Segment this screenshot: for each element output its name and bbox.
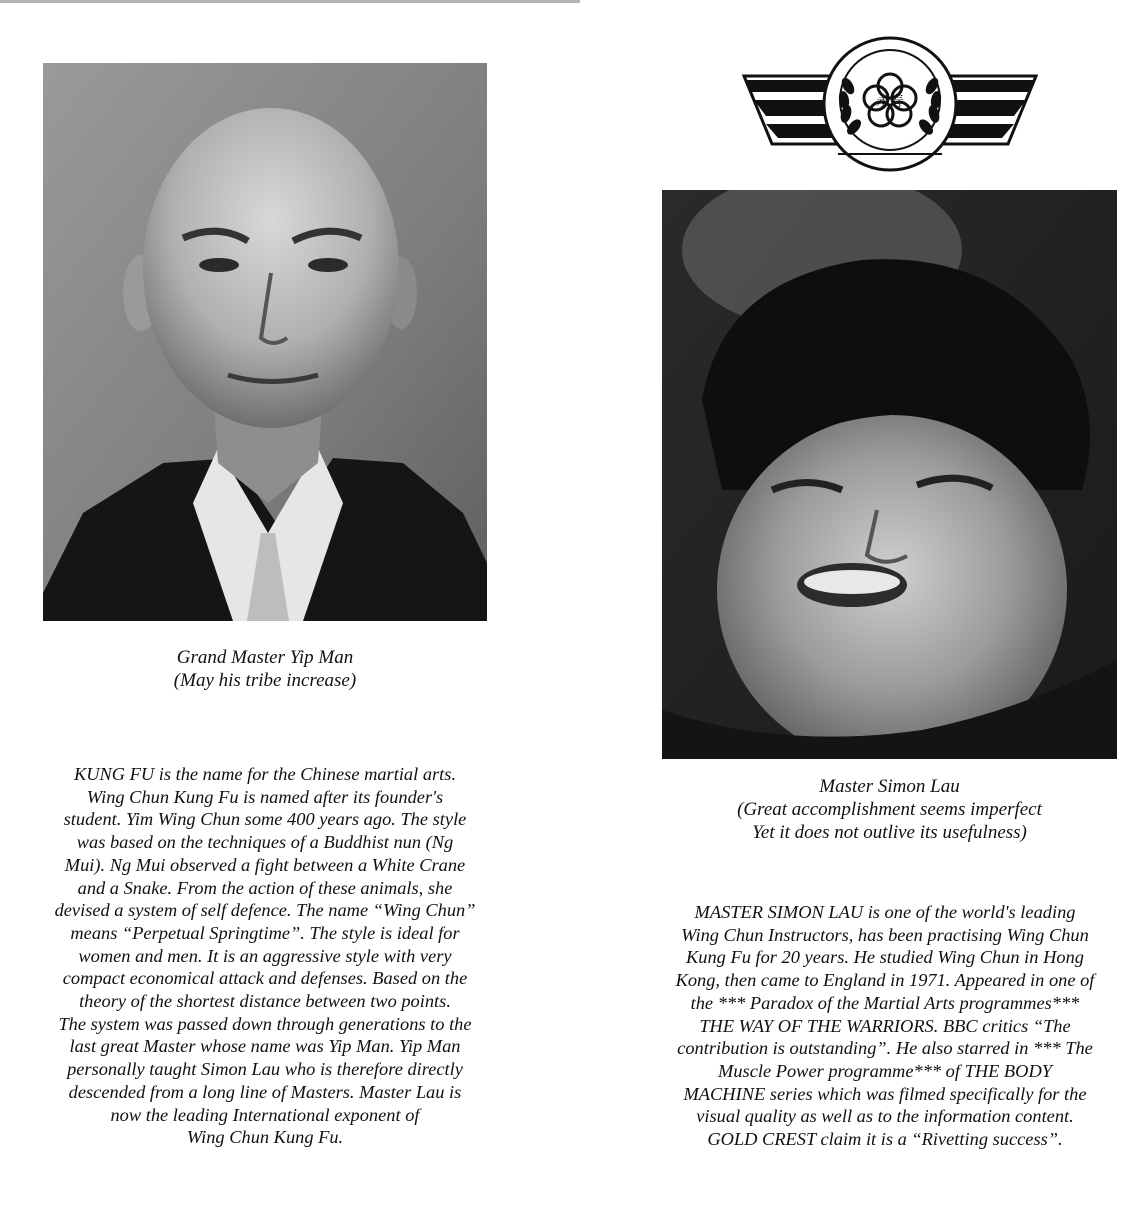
text-line: Wing Chun Instructors, has been practising Wing Chun [681,924,1089,945]
text-line: theory of the shortest distance between two points. [79,991,451,1012]
simon-lau-photo [662,190,1117,759]
text-line: means “Perpetual Springtime”. The style is ideal for [70,922,460,943]
simon-lau-bio-text [640,901,1130,1151]
yip-man-photo [43,63,487,621]
text-line: Kong, then came to England in 1971. Appeared in one of [675,970,1095,991]
text-line: compact economical attack and defenses. Based on the [62,968,468,989]
text-line: women and men. It is an aggressive style with very [78,945,452,966]
caption-line: (May his tribe increase) [173,670,357,691]
text-line: Mui). Ng Mui observed a fight between a White Crane [64,854,466,875]
kung-fu-history-text [20,763,510,1149]
text-line: GOLD CREST claim it is a “Rivetting success”. [707,1129,1063,1150]
text-line: and a Snake. From the action of these animals, she [77,877,453,898]
text-line: Kung Fu for 20 years. He studied Wing Chun in Hong [686,947,1084,968]
caption-line: Master Simon Lau [819,776,960,797]
text-line: The system was passed down through generations to the [58,1013,472,1034]
crest-center-glyphs: 永春 [876,94,904,110]
text-line: now the leading International exponent of [110,1104,420,1125]
text-line: contribution is outstanding”. He also starred in *** The [677,1038,1093,1059]
text-line: personally taught Simon Lau who is therefore directly [67,1059,463,1080]
text-line: Muscle Power programme*** of THE BODY [718,1060,1052,1081]
caption-line: Grand Master Yip Man [176,647,354,668]
text-line: last great Master whose name was Yip Man. Yip Man [69,1036,461,1057]
caption-line: Yet it does not outlive its usefulness) [752,822,1027,843]
text-line: student. Yim Wing Chun some 400 years ago. The style [63,809,467,830]
text-line: the *** Paradox of the Martial Arts programmes*** [690,992,1080,1013]
text-line: MASTER SIMON LAU is one of the world's leading [694,902,1076,922]
text-line: devised a system of self defence. The name “Wing Chun” [54,900,476,921]
text-line: MACHINE series which was filmed specifically for the [683,1083,1087,1104]
association-crest-logo [742,36,1038,174]
yip-man-caption [40,646,490,692]
top-edge-line [0,0,580,3]
text-line: Wing Chun Kung Fu. [186,1127,344,1148]
text-line: descended from a long line of Masters. Master Lau is [68,1081,462,1102]
text-line: KUNG FU is the name for the Chinese martial arts. [73,764,457,784]
text-line: visual quality as well as to the information content. [696,1106,1074,1127]
text-line: was based on the techniques of a Buddhist nun (Ng [76,832,454,853]
simon-lau-caption [652,775,1127,844]
caption-line: (Great accomplishment seems imperfect [737,799,1042,820]
text-line: Wing Chun Kung Fu is named after its founder's [86,786,444,807]
text-line: THE WAY OF THE WARRIORS. BBC critics “The [699,1015,1071,1036]
